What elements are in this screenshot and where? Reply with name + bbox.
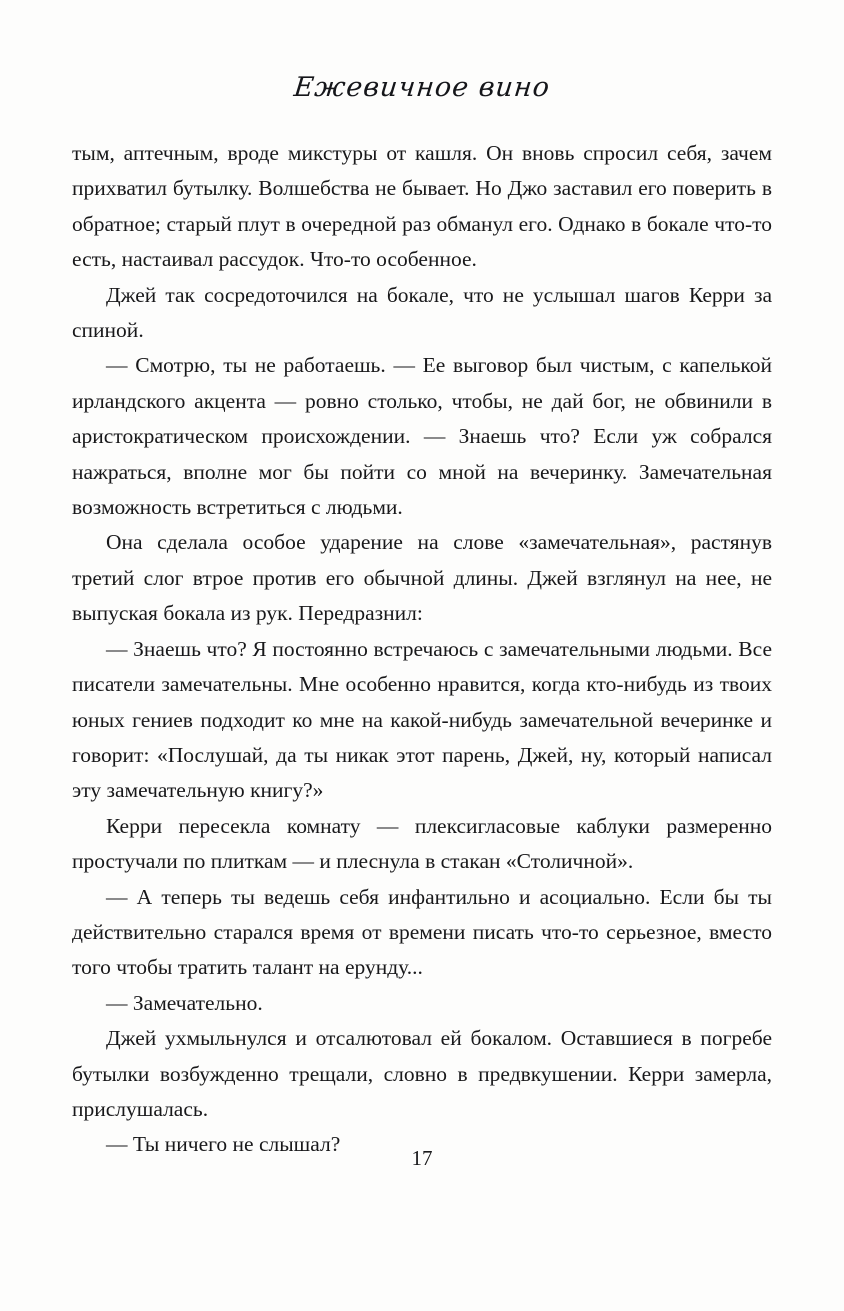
paragraph: — Замечательно. [106, 990, 263, 1015]
paragraph: тым, аптечным, вроде микстуры от кашля. Он вновь спросил себя, зачем прихватил бутылку. Волшебства не бывает. Но Джо заставил его поверить в обратное; старый плут в очередной раз обманул его. Однако в бокале что-то есть, настаивал рассудок. Что-то особенное. [72, 141, 772, 272]
paragraph: Джей ухмыльнулся и отсалютовал ей бокалом. Оставшиеся в погребе бутылки возбужденно трещали, словно в предвкушении. Керри замерла, прислушалась. [72, 1026, 772, 1121]
paragraph: — Ты ничего не слышал? [106, 1132, 341, 1157]
running-head: Ежевичное вино [292, 72, 552, 103]
paragraph: Джей так сосредоточился на бокале, что не услышал шагов Керри за спиной. [72, 282, 772, 343]
paragraph: Она сделала особое ударение на слове «замечательная», растянув третий слог втрое против его обычной длины. Джей взглянул на нее, не выпуская бокала из рук. Передразнил: [72, 530, 772, 626]
body-text [72, 136, 772, 1163]
page-number: 17 [411, 1146, 433, 1170]
paragraph: — Знаешь что? Я постоянно встречаюсь с замечательными людьми. Все писатели замечательны. Мне особенно нравится, когда кто-нибудь из твоих юных гениев подходит ко мне на какой-нибудь замечательной вечеринке и говорит: «Послушай, да ты никак этот парень, Джей, ну, который написал эту замечательную книгу?» [72, 636, 772, 803]
paragraph: Керри пересекла комнату — плексигласовые каблуки размеренно простучали по плиткам — и плеснула в стакан «Столичной». [72, 813, 772, 874]
paragraph: — А теперь ты ведешь себя инфантильно и асоциально. Если бы ты действительно старался время от времени писать что-то серьезное, вместо того чтобы тратить талант на ерунду... [72, 884, 772, 980]
paragraph: — Смотрю, ты не работаешь. — Ее выговор был чистым, с капелькой ирландского акцента — ровно столько, чтобы, не дай бог, не обвинили в аристократическом происхождении. — Знаешь что? Если уж собрался нажраться, вполне мог бы пойти со мной на вечеринку. Замечательная возможность встретиться с людьми. [72, 353, 772, 520]
